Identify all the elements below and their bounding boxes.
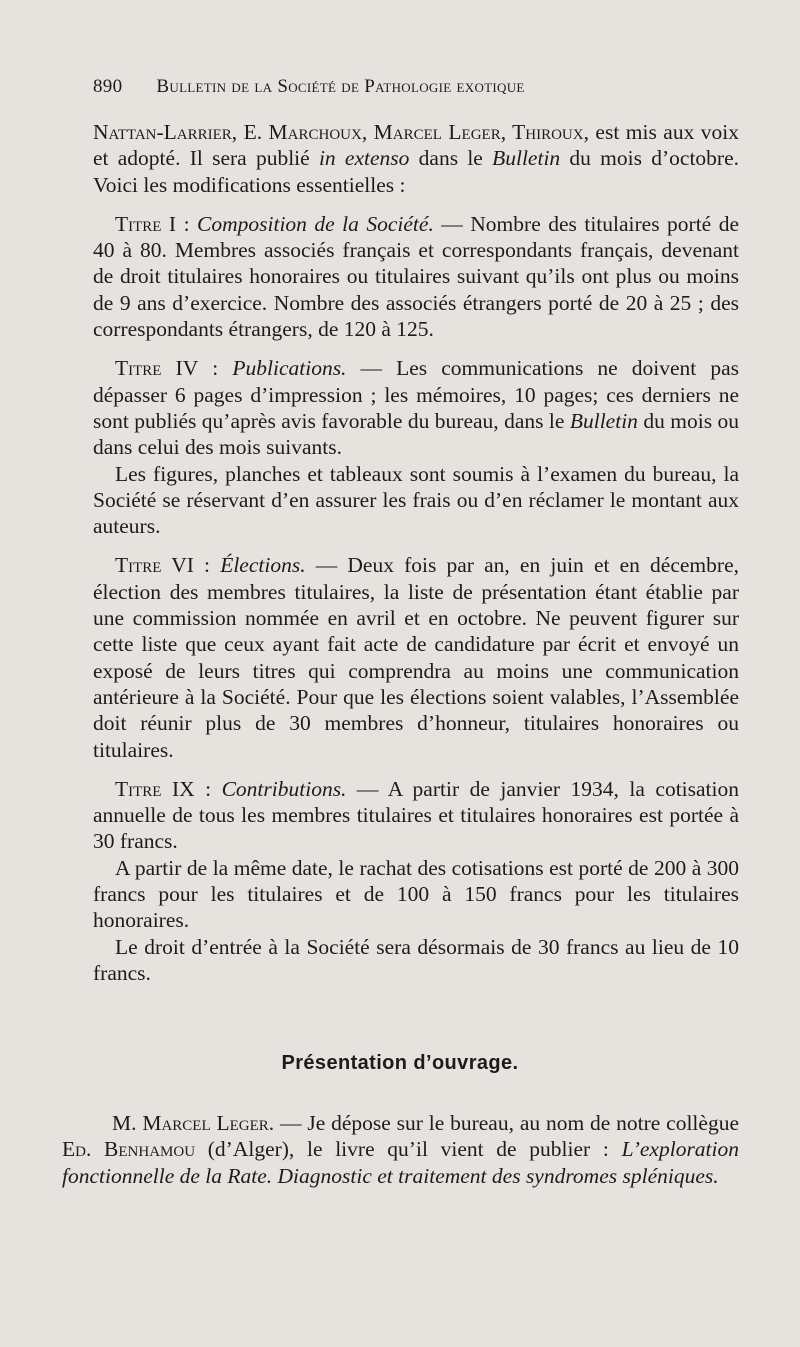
text-run: — Nombre des titulaires porté de 40 à 80. Membres associés français et correspondants français, devenant de droit titulaires honoraires ou titulaires suivant qu’ils ont plus ou moins de 9 ans d’exercice. Nombre des associés étrangers porté de 20 à 25 ; des correspondants étrangers, de 120 à 125. xyxy=(93,211,739,342)
titre-label: Titre IX xyxy=(115,776,195,801)
presentation-text xyxy=(62,1110,739,1189)
colleague-name: Ed. Benhamou xyxy=(62,1137,196,1162)
titre-heading: Élections. xyxy=(220,553,306,578)
paragraph-titre-9 xyxy=(93,776,739,855)
paragraph-titre-4-figures: Les figures, planches et tableaux sont soumis à l’examen du bureau, la Société se réservant d’en assurer les frais ou d’en réclamer le montant aux auteurs. xyxy=(93,461,739,539)
page-number: 890 xyxy=(93,76,123,97)
text-run: est mis aux voix et adopté. Il sera publié xyxy=(93,120,739,171)
paragraph-adoption xyxy=(93,119,739,198)
text-run: du mois d’octobre. Voici les modifications essentielles : xyxy=(93,146,739,197)
text-run: : xyxy=(198,356,233,381)
speaker-name: M. Marcel Leger. xyxy=(112,1111,275,1135)
text-run: : xyxy=(176,211,198,236)
main-text xyxy=(93,119,739,986)
titre-label: Titre I xyxy=(115,211,177,236)
journal-title: Bulletin de la Société de Pathologie exotique xyxy=(156,76,525,97)
author-names: Nattan-Larrier, E. Marchoux, Marcel Leger, Thiroux, xyxy=(93,120,589,144)
paragraph-titre-6 xyxy=(93,552,739,762)
text-run: — Je dépose sur le bureau, au nom de notre collègue xyxy=(274,1111,739,1135)
text-run: — A partir de janvier 1934, la cotisation annuelle de tous les membres titulaires et titulaires honoraires est portée à 30 francs. xyxy=(93,776,739,854)
text-run: : xyxy=(194,776,222,801)
text-run: du mois ou dans celui des mois suivants. xyxy=(93,408,739,460)
titre-heading: Publications. xyxy=(232,356,347,381)
titre-heading: Contributions. xyxy=(221,776,347,801)
book-title: L’exploration fonctionnelle de la Rate. Diagnostic et traitement des syndromes spléniques. xyxy=(62,1137,740,1188)
running-header xyxy=(93,76,653,98)
italic-run: Bulletin xyxy=(569,408,638,433)
section-heading: Présentation d’ouvrage. xyxy=(281,1052,519,1074)
paragraph-titre-4 xyxy=(93,355,739,460)
paragraph-titre-9-rachat: A partir de la même date, le rachat des cotisations est porté de 200 à 300 francs pour les titulaires et de 100 à 150 francs pour les titulaires honoraires. xyxy=(93,855,739,933)
text-run: — Les communications ne doivent pas dépasser 6 pages d’impression ; les mémoires, 10 pages; ces derniers ne sont publiés qu’après avis favorable du bureau, dans le xyxy=(93,356,739,433)
paragraph-presentation xyxy=(62,1110,739,1189)
text-run: (d’Alger), le livre qu’il vient de publier : xyxy=(195,1137,622,1162)
italic-run: in extenso xyxy=(318,146,410,171)
titre-heading: Composition de la Société. xyxy=(197,211,434,236)
text-run: : xyxy=(193,553,221,578)
text-run: dans le xyxy=(409,146,493,171)
italic-run: Bulletin xyxy=(492,146,561,171)
titre-label: Titre VI xyxy=(115,553,194,578)
titre-label: Titre IV xyxy=(115,356,199,381)
paragraph-titre-1 xyxy=(93,211,739,342)
paragraph-titre-9-entree: Le droit d’entrée à la Société sera désormais de 30 francs au lieu de 10 francs. xyxy=(93,934,739,985)
text-run: — Deux fois par an, en juin et en décembre, élection des membres titulaires, la liste de présentation étant établie par une commission nommée en avril et en octobre. Ne peuvent figurer sur cette liste que ceux ayant fait acte de candidature par écrit et envoyé un exposé de leurs titres qui comprendra au moins une communication antérieure à la Société. Pour que les élections soient valables, l’Assemblée doit réunir plus de 30 membres d’honneur, titulaires honoraires ou titulaires. xyxy=(93,553,739,762)
